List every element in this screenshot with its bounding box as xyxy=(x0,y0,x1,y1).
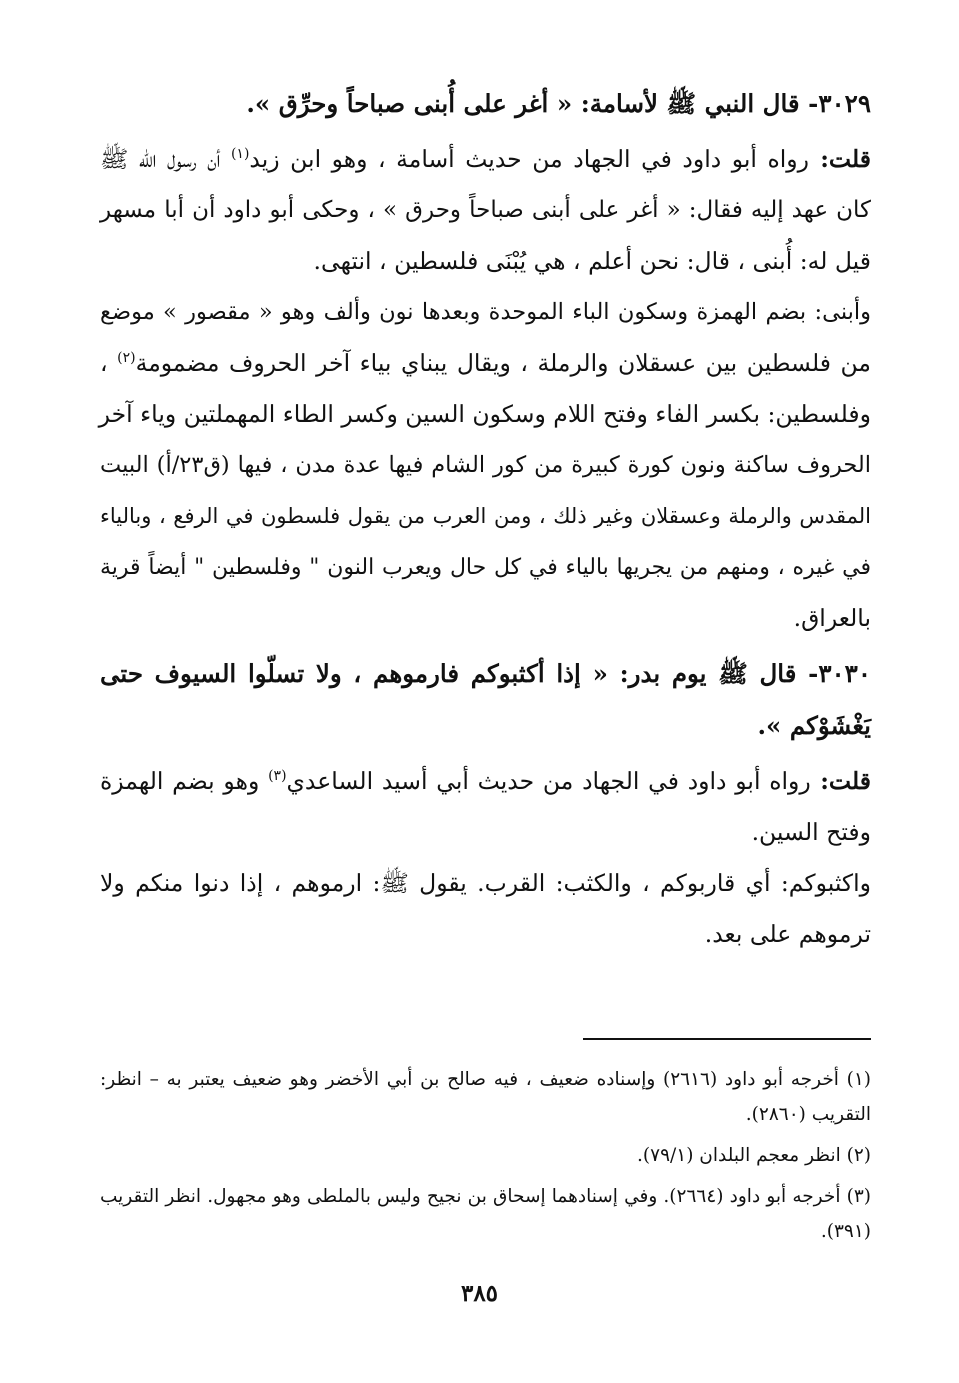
hadith-3030-heading-line-2: يَغْشَوْكم ». xyxy=(757,711,871,740)
hadith-3030-line-3: واكثبوكم: أي قاربوكم ، والكثب: القرب. يقول ﷺ: ارموهم ، إذا دنوا منكم ولا xyxy=(100,869,871,897)
footnote-ref-2[interactable]: (٢) xyxy=(117,350,136,366)
hadith-3030-line-1: قلت: رواه أبو داود في الجهاد من حديث أبي أسيد الساعدي$^{(٣)}$ وهو بضم الهمزة xyxy=(100,767,871,795)
footnotes xyxy=(100,1062,871,1249)
hadith-3029-line-10: بالعراق. xyxy=(793,604,871,632)
footnote-2: (٢) انظر معجم البلدان (٧٩/١). xyxy=(637,1145,871,1166)
hadith-3029-line-9: في غيره ، ومنهم من يجريها بالياء في كل حال ويعرب النون " وفلسطين " أيضاً قرية xyxy=(100,555,871,580)
footnote-1-line-2: التقريب (٢٨٦٠). xyxy=(745,1104,871,1125)
hadith-3029-line-3: قيل له: أُبنى ، قال: نحن أعلم ، هي يُبْنَى فلسطين ، انتهى. xyxy=(313,247,871,275)
footnote-1-line-1: (١) أخرجه أبو داود (٢٦١٦) وإسناده ضعيف ، فيه صالح بن أبي الأخضر وهو ضعيف يعتبر به – انظر: xyxy=(100,1069,871,1090)
qult-label: قلت: xyxy=(809,145,872,173)
page-number: ٣٨٥ xyxy=(460,1280,499,1307)
hadith-3029-line-2: كان عهد إليه فقال: « أغر على أبنى صباحاً وحرق » ، وحكى أبو داود أن أبا مسهر xyxy=(100,197,871,223)
hadith-3029-line-7: الحروف ساكنة ونون كورة كبيرة من كور الشام فيها عدة مدن ، فيها (ق٢٣/أ) البيت xyxy=(100,452,871,478)
hadith-3029-heading: ٣٠٢٩- قال النبي ﷺ لأسامة: « أغر على أُبنى صباحاً وحرِّق ». xyxy=(246,89,871,118)
footnote-3-line-1: (٣) أخرجه أبو داود (٢٦٦٤). وفي إسنادهما إسحاق بن نجيح وليس بالملطى وهو مجهول. انظر التقريب xyxy=(100,1186,871,1207)
footnote-ref-1[interactable]: (١) xyxy=(230,146,250,162)
qult-label: قلت: xyxy=(810,767,871,795)
hadith-3030-line-2: وفتح السين. xyxy=(751,818,871,846)
hadith-3030-line-4: ترموهم على بعد. xyxy=(704,920,871,948)
footnote-divider xyxy=(583,1038,871,1040)
hadith-3029-line-8: المقدس والرملة وعسقلان وغير ذلك ، ومن العرب من يقول فلسطون في الرفع ، وبالياء xyxy=(100,504,871,528)
footnote-3-line-2: (٣٩١). xyxy=(820,1221,871,1242)
hadith-3029-line-6: وفلسطين: بكسر الفاء وفتح اللام وسكون السين وكسر الطاء المهملتين وياء آخر xyxy=(98,400,871,428)
hadith-3029-line-1: قلت: رواه أبو داود في الجهاد من حديث أسامة ، وهو ابن زيد$^{(١)}$ أن رسول الله ﷺ xyxy=(100,145,872,173)
hadith-3030-heading-line-1: ٣٠٣٠- قال ﷺ يوم بدر: « إذا أكثبوكم فارموهم ، ولا تسلّوا السيوف حتى xyxy=(100,659,871,688)
hadith-3029-line-5: من فلسطين بين عسقلان والرملة ، ويقال يبناي بياء آخر الحروف مضمومة$^{(٢)}$ ، xyxy=(100,349,871,377)
footnote-ref-3[interactable]: (٣) xyxy=(268,768,287,784)
hadith-3029-line-4: وأبنى: بضم الهمزة وسكون الباء الموحدة وبعدها نون وألف وهو « مقصور » موضع xyxy=(100,299,871,325)
